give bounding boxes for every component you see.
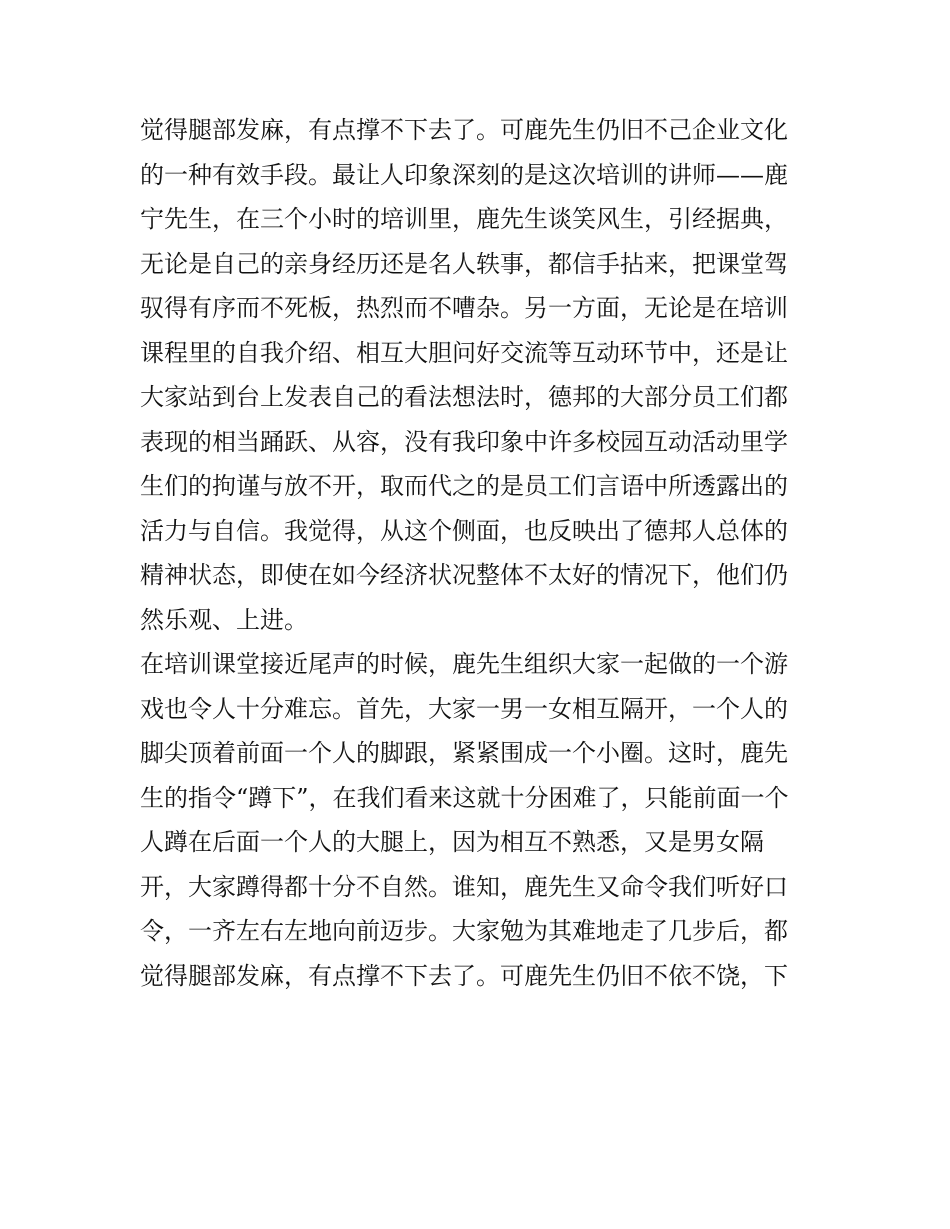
- text-line-9: 生们的拘谨与放不开，取而代之的是员工们言语中所透露出的: [140, 472, 788, 500]
- body-text: [140, 108, 820, 998]
- text-line-16: 生的指令“蹲下”，在我们看来这就十分困难了，只能前面一个: [140, 783, 789, 812]
- text-line-12: 然乐观、上进。: [140, 605, 308, 634]
- text-line-1: 觉得腿部发麻，有点撑不下去了。可鹿先生仍旧不己企业文化: [140, 116, 788, 144]
- text-line-3: 宁先生，在三个小时的培训里，鹿先生谈笑风生，引经据典，: [140, 205, 788, 233]
- text-line-8: 表现的相当踊跃、从容，没有我印象中许多校园互动活动里学: [140, 427, 788, 456]
- text-line-7: 大家站到台上发表自己的看法想法时，德邦的大部分员工们都: [140, 383, 788, 411]
- text-line-18: 开，大家蹲得都十分不自然。谁知，鹿先生又命令我们听好口: [140, 872, 788, 901]
- text-line-5: 驭得有序而不死板，热烈而不嘈杂。另一方面，无论是在培训: [140, 294, 788, 322]
- text-line-11: 精神状态，即使在如今经济状况整体不太好的情况下，他们仍: [140, 561, 788, 589]
- text-line-19: 令，一齐左右左地向前迈步。大家勉为其难地走了几步后，都: [140, 917, 788, 945]
- text-line-17: 人蹲在后面一个人的大腿上，因为相互不熟悉，又是男女隔: [140, 828, 764, 856]
- text-line-20: 觉得腿部发麻，有点撑不下去了。可鹿先生仍旧不依不饶，下: [140, 961, 788, 990]
- text-line-14: 戏也令人十分难忘。首先，大家一男一女相互隔开，一个人的: [140, 694, 788, 723]
- text-line-10: 活力与自信。我觉得，从这个侧面，也反映出了德邦人总体的: [140, 516, 788, 545]
- text-line-4: 无论是自己的亲身经历还是名人轶事，都信手拈来，把课堂驾: [140, 249, 788, 278]
- text-line-13: 在培训课堂接近尾声的时候，鹿先生组织大家一起做的一个游: [140, 650, 788, 678]
- text-line-2: 的一种有效手段。最让人印象深刻的是这次培训的讲师——鹿: [140, 160, 788, 189]
- text-line-6: 课程里的自我介绍、相互大胆问好交流等互动环节中，还是让: [140, 338, 788, 367]
- text-line-15: 脚尖顶着前面一个人的脚跟，紧紧围成一个小圈。这时，鹿先: [140, 739, 788, 767]
